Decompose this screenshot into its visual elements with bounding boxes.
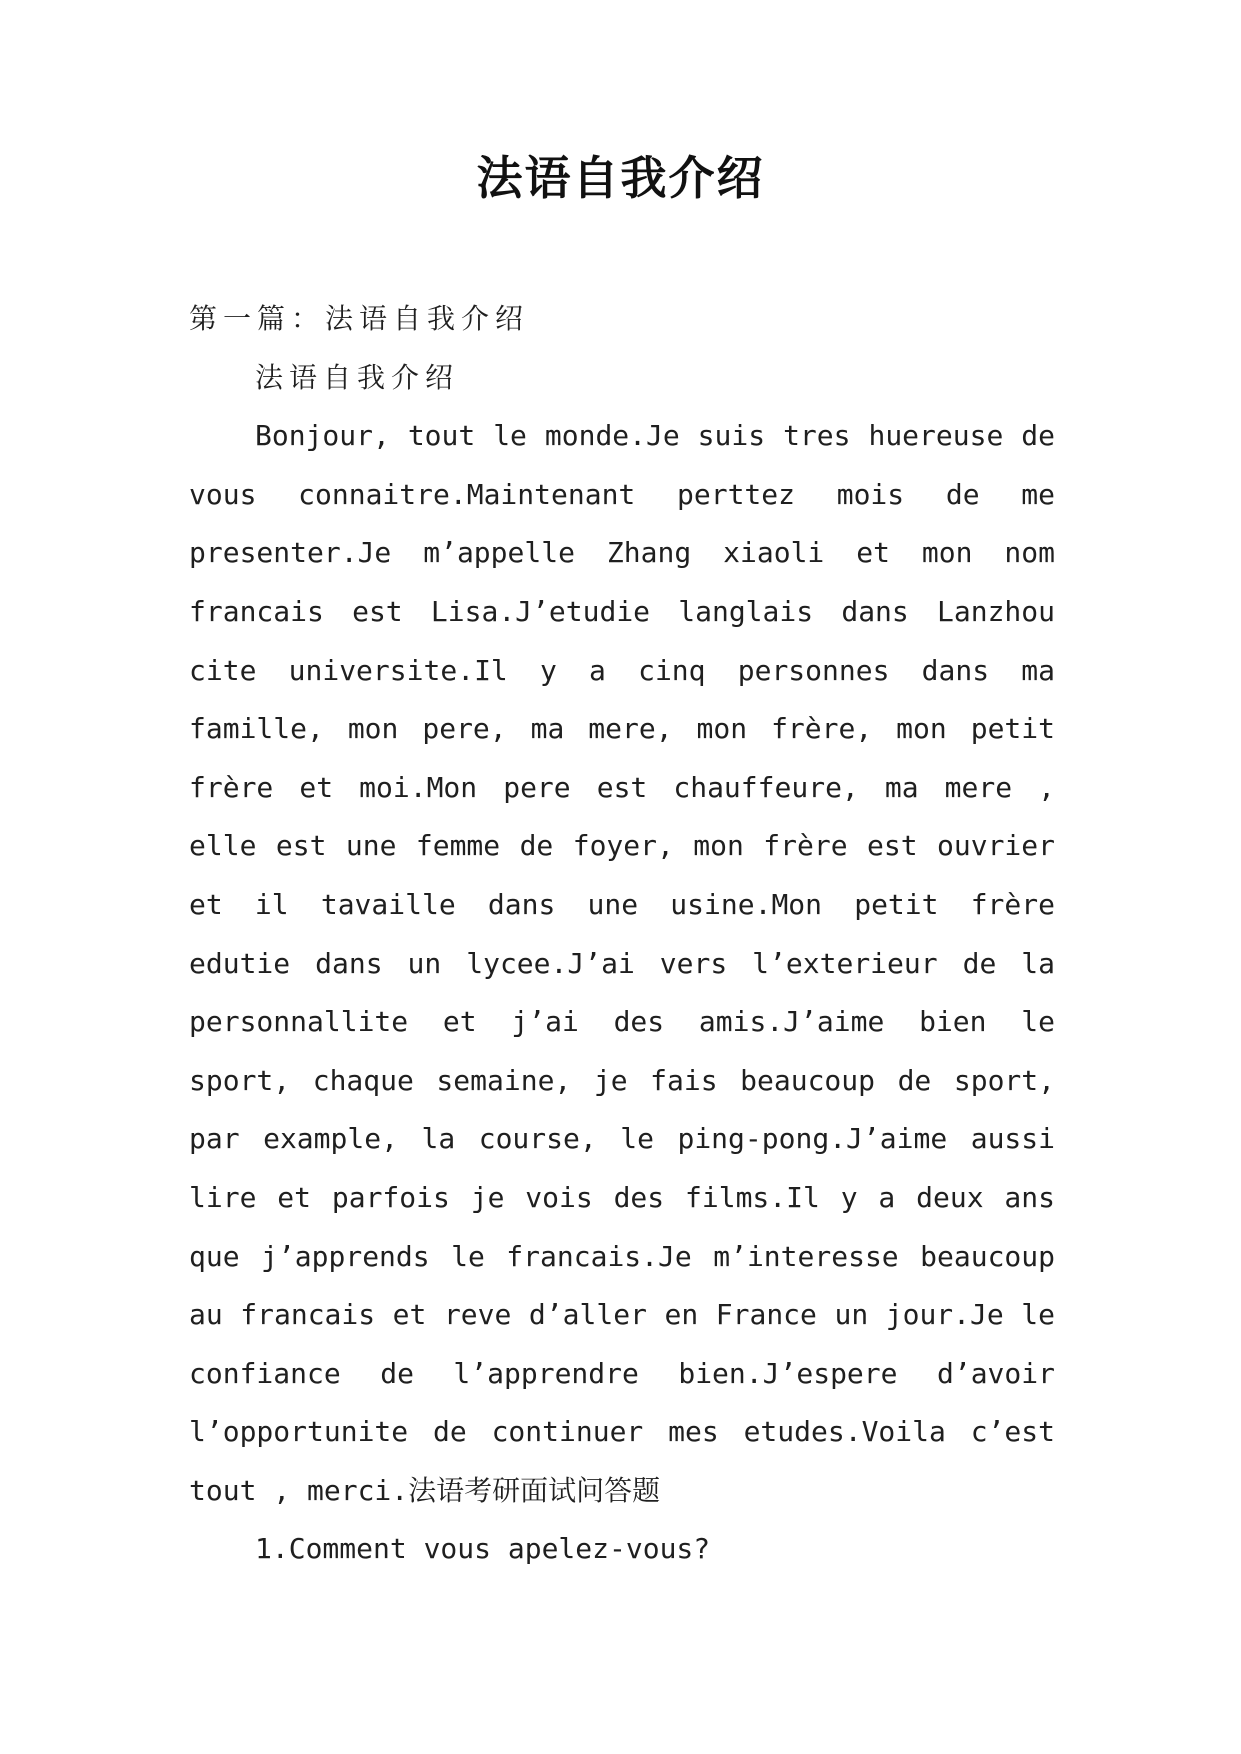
section-heading: 第一篇：法语自我介绍 bbox=[189, 302, 530, 335]
paragraph-question: 1.Comment vous apelez-vous? bbox=[255, 1532, 711, 1566]
document-title: 法语自我介绍 bbox=[476, 151, 765, 205]
sub-heading: 法语自我介绍 bbox=[255, 360, 460, 394]
document-body bbox=[189, 290, 1055, 1579]
paragraph-introduction: Bonjour, tout le monde.Je suis tres huereuse de vous connaitre.Maintenant perttez mois de me presenter.Je m’appelle Zhang xiaoli et mon nom francais est Lisa.J’etudie langlais dans Lanzhou cite universite.Il y a cinq personnes dans ma famille, mon pere, ma mere, mon frère, mon petit frère et moi.Mon pere est chauffeure, ma mere , elle est une femme de foyer, mon frère est ouvrier et il tavaille dans une usine.Mon petit frère edutie dans un lycee.J’ai vers l’exterieur de la personnallite et j’ai des amis.J’aime bien le sport, chaque semaine, je fais beaucoup de sport, par example, la course, le ping-pong.J’aime aussi lire et parfois je vois des films.Il y a deux ans que j’apprends le francais.Je m’interesse beaucoup au francais et reve d’aller en France un jour.Je le confiance de l’apprendre bien.J’espere d’avoir l’opportunite de continuer mes etudes.Voila c’est tout , merci.法语考研面试问答题 bbox=[189, 419, 1055, 1507]
